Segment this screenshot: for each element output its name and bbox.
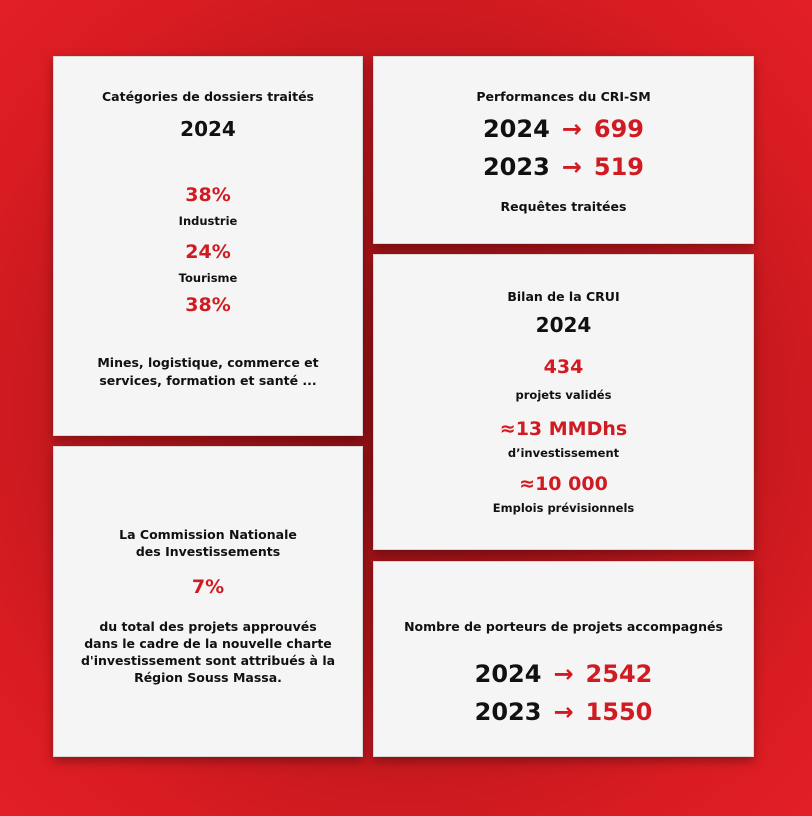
other-label-line1: Mines, logistique, commerce et <box>97 355 319 370</box>
arrow-icon: → <box>553 698 574 726</box>
performances-title: Performances du CRI-SM <box>476 89 651 104</box>
performance-row-2023 <box>374 153 753 181</box>
projects-label: projets validés <box>515 388 612 402</box>
industrie-label: Industrie <box>178 214 238 228</box>
porteurs-card <box>373 561 754 757</box>
other-percent: 38% <box>185 294 231 316</box>
commission-text-line3: d'investissement sont attribués à la <box>80 653 336 668</box>
crui-year: 2024 <box>535 313 592 337</box>
performance-year: 2023 <box>482 153 550 181</box>
jobs-label: Emplois prévisionnels <box>492 501 635 515</box>
arrow-icon: → <box>553 660 574 688</box>
porteurs-year: 2024 <box>474 660 542 688</box>
arrow-icon: → <box>561 153 582 181</box>
tourisme-label: Tourisme <box>178 271 238 285</box>
commission-title-line2: des Investissements <box>135 544 281 559</box>
commission-text-line4: Région Souss Massa. <box>134 670 282 685</box>
commission-text-line2: dans le cadre de la nouvelle charte <box>84 636 332 651</box>
categories-title: Catégories de dossiers traités <box>102 89 314 104</box>
arrow-icon: → <box>561 115 582 143</box>
performances-card <box>373 56 754 244</box>
performance-year: 2024 <box>482 115 550 143</box>
commission-title-line1: La Commission Nationale <box>119 527 297 542</box>
performance-row-2024 <box>374 115 753 143</box>
commission-card <box>53 446 363 757</box>
jobs-value: ≈10 000 <box>519 473 608 495</box>
other-label-line2: services, formation et santé ... <box>99 373 317 388</box>
tourisme-percent: 24% <box>185 241 231 263</box>
crui-card <box>373 254 754 550</box>
porteurs-value: 2542 <box>585 660 653 688</box>
commission-percent: 7% <box>191 576 225 598</box>
performance-value: 699 <box>593 115 644 143</box>
porteurs-year: 2023 <box>474 698 542 726</box>
performance-value: 519 <box>593 153 644 181</box>
porteurs-row-2023 <box>374 698 753 726</box>
industrie-percent: 38% <box>185 184 231 206</box>
categories-year: 2024 <box>180 117 236 141</box>
performances-caption: Requêtes traitées <box>500 199 627 214</box>
projects-value: 434 <box>543 356 584 378</box>
investment-label: d’investissement <box>507 446 620 460</box>
investment-value: ≈13 MMDhs <box>499 418 628 440</box>
porteurs-title: Nombre de porteurs de projets accompagnés <box>404 619 723 634</box>
porteurs-value: 1550 <box>585 698 653 726</box>
porteurs-row-2024 <box>374 660 753 688</box>
crui-title: Bilan de la CRUI <box>507 289 620 304</box>
commission-text-line1: du total des projets approuvés <box>99 619 317 634</box>
categories-card <box>53 56 363 436</box>
